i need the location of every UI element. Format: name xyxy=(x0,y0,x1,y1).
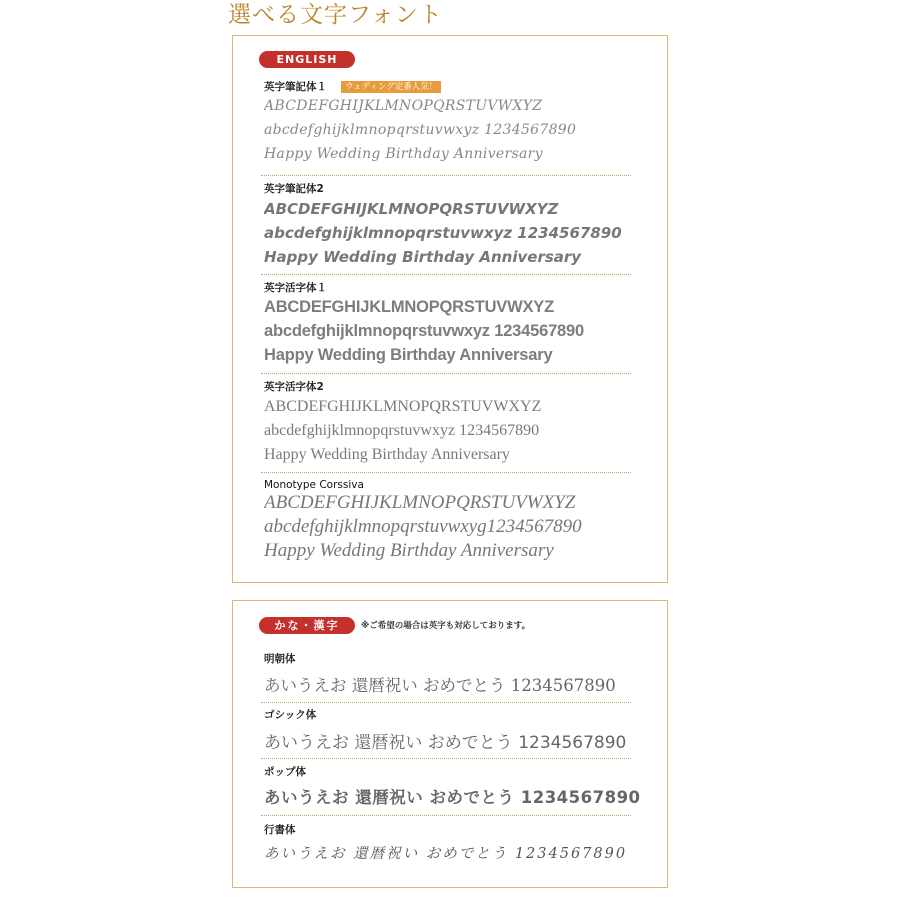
font-name: 英字筆記体2 xyxy=(264,183,324,195)
font-name: 英字活字体１ xyxy=(264,282,327,294)
font-name: 英字筆記体１ xyxy=(264,81,327,93)
section-divider xyxy=(261,274,631,275)
font-name: ゴシック体 xyxy=(264,709,317,721)
font-name: 英字活字体2 xyxy=(264,381,324,393)
sample-line: あいうえお 還暦祝い おめでとう 1234567890 xyxy=(264,788,641,807)
font-name: Monotype Corssiva xyxy=(264,479,364,491)
section-divider xyxy=(261,702,631,703)
sample-line: あいうえお 還暦祝い おめでとう 1234567890 xyxy=(264,733,627,753)
english-available-note: ※ご希望の場合は英字も対応しております。 xyxy=(361,621,531,631)
sample-line-lower: abcdefghijklmnopqrstuvwxyz 1234567890 xyxy=(264,224,622,242)
sample-line-words: Happy Wedding Birthday Anniversary xyxy=(264,146,543,162)
english-fonts-panel xyxy=(232,35,668,583)
sample-line-words: Happy Wedding Birthday Anniversary xyxy=(264,248,582,266)
section-divider xyxy=(261,758,631,759)
sample-line-lower: abcdefghijklmnopqrstuvwxyz 1234567890 xyxy=(264,122,577,138)
sample-line-upper: ABCDEFGHIJKLMNOPQRSTUVWXYZ xyxy=(264,298,554,316)
sample-line-lower: abcdefghijklmnopqrstuvwxyg1234567890 xyxy=(264,516,582,537)
section-divider xyxy=(261,815,631,816)
sample-line-words: Happy Wedding Birthday Anniversary xyxy=(264,540,554,561)
sample-line-upper: ABCDEFGHIJKLMNOPQRSTUVWXYZ xyxy=(264,492,576,513)
section-divider xyxy=(261,175,631,176)
font-name: ポップ体 xyxy=(264,766,306,778)
font-name: 明朝体 xyxy=(264,653,296,665)
sample-line: あいうえお 還暦祝い おめでとう 1234567890 xyxy=(264,846,628,862)
japanese-fonts-panel xyxy=(232,600,668,888)
font-name: 行書体 xyxy=(264,824,296,836)
sample-line-lower: abcdefghijklmnopqrstuvwxyz 1234567890 xyxy=(264,322,584,340)
section-divider xyxy=(261,373,631,374)
english-header-pill: ENGLISH xyxy=(259,51,355,68)
sample-line: あいうえお 還暦祝い おめでとう 1234567890 xyxy=(264,676,616,695)
sample-line-upper: ABCDEFGHIJKLMNOPQRSTUVWXYZ xyxy=(264,398,542,415)
sample-line-upper: ABCDEFGHIJKLMNOPQRSTUVWXYZ xyxy=(264,200,559,218)
page-title: 選べる文字フォント xyxy=(228,2,443,28)
popular-badge: ウェディング定番人気！ xyxy=(341,81,441,93)
sample-line-words: Happy Wedding Birthday Anniversary xyxy=(264,446,510,463)
sample-line-upper: ABCDEFGHIJKLMNOPQRSTUVWXYZ xyxy=(264,98,543,114)
sample-line-words: Happy Wedding Birthday Anniversary xyxy=(264,346,553,364)
japanese-header-pill: かな・漢字 xyxy=(259,617,355,634)
sample-line-lower: abcdefghijklmnopqrstuvwxyz 1234567890 xyxy=(264,422,540,439)
section-divider xyxy=(261,472,631,473)
